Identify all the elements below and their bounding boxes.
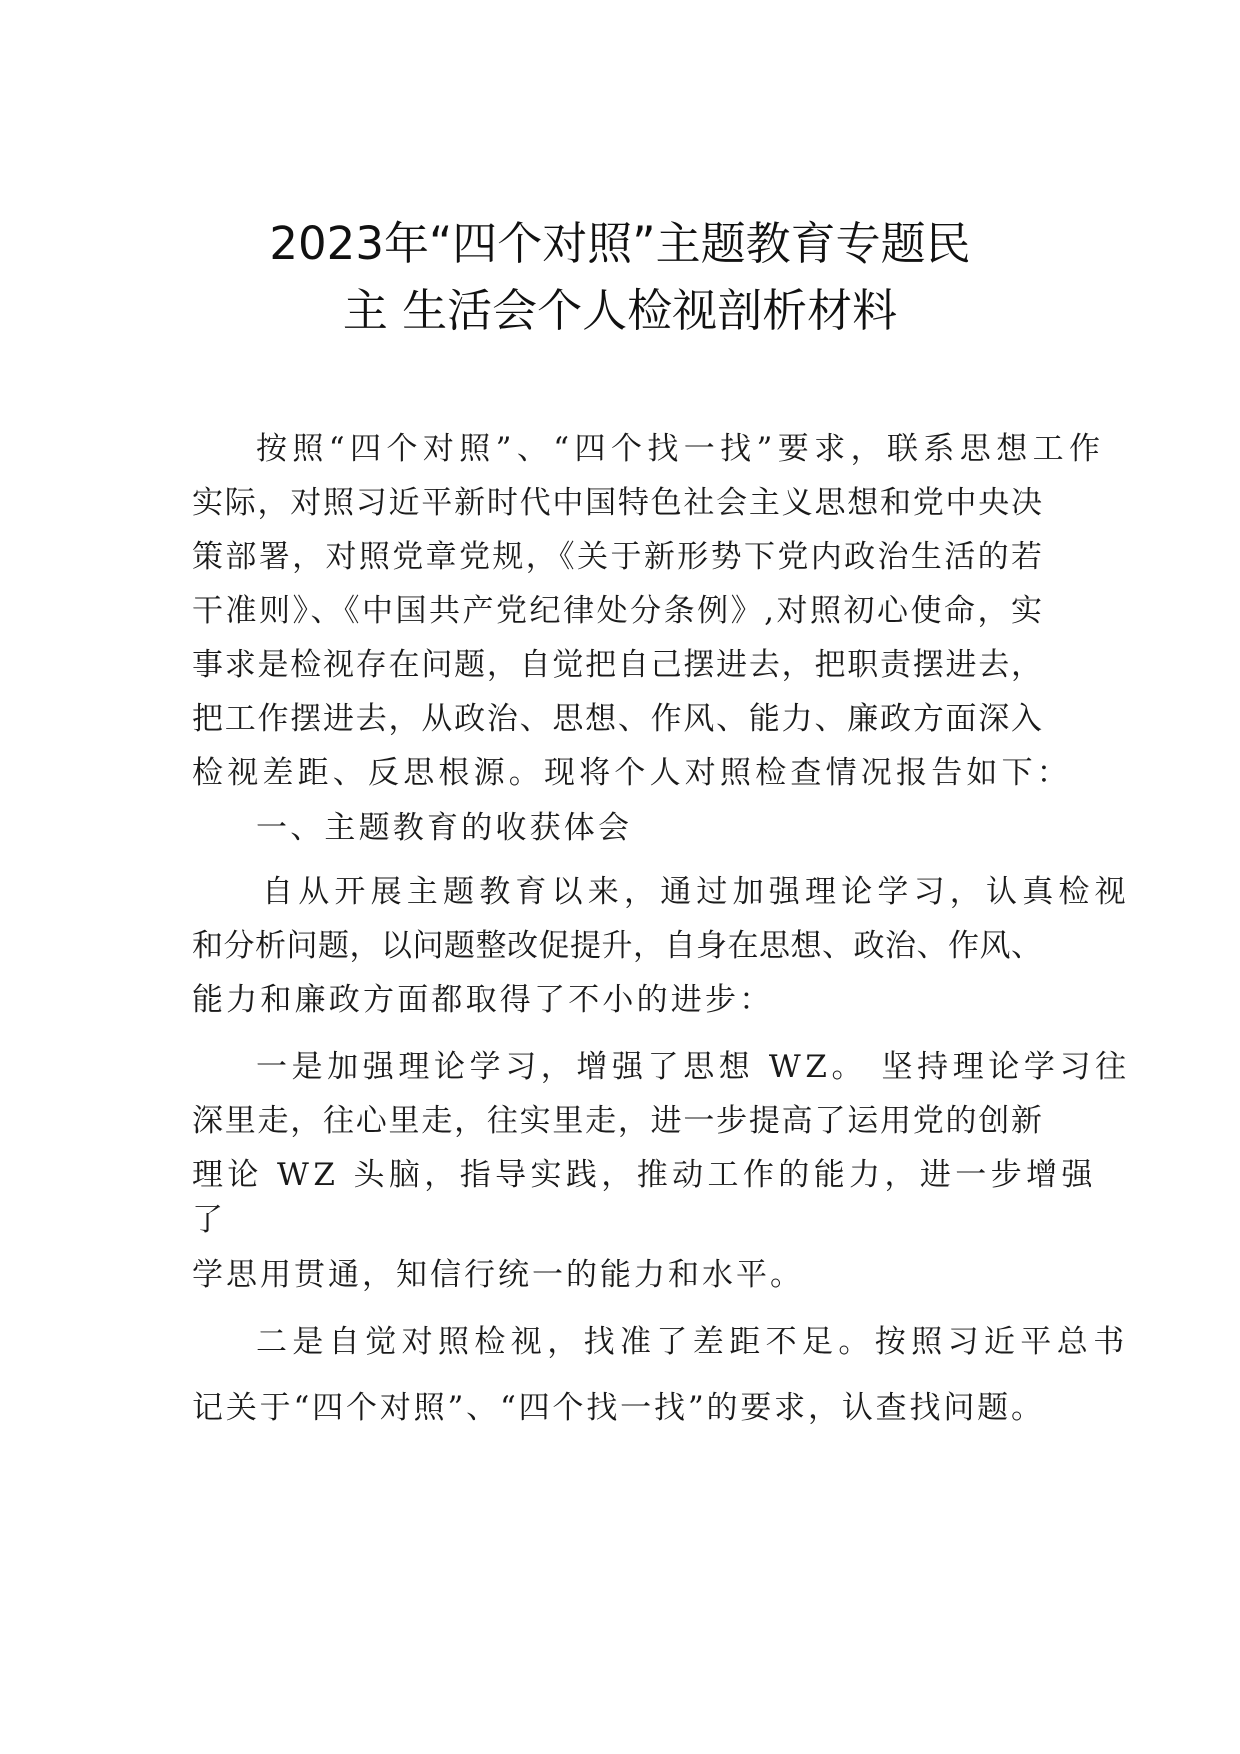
body-line: 检视差距、反思根源。现将个人对照检查情况报告如下： [192,755,1072,791]
body-line: 自从开展主题教育以来，通过加强理论学习，认真检视 [262,874,1131,910]
body-line: 二是自觉对照检视，找准了差距不足。按照习近平总书 [256,1324,1130,1360]
body-line: 学思用贯通，知信行统一的能力和水平。 [192,1257,804,1293]
body-line: 理论 WZ 头脑，指导实践，推动工作的能力，进一步增强 [192,1157,1097,1193]
section-heading: 一、主题教育的收获体会 [256,810,633,846]
body-line: 和分析问题，以问题整改促提升，自身在思想、政治、作风、 [192,928,1042,964]
body-line: 策部署，对照党章党规，《关于新形势下党内政治生活的若 [192,539,1042,575]
document-title-line-1: 2023年“四个对照”主题教育专题民 [269,217,971,270]
body-line: 干准则》、《中国共产党纪律处分条例》,对照初心使命，实 [192,593,1042,629]
body-line: 深里走，往心里走，往实里走，进一步提高了运用党的创新 [192,1103,1042,1139]
body-line: 按照“四个对照”、“四个找一找”要求，联系思想工作 [256,431,1106,467]
body-line: 把工作摆进去，从政治、思想、作风、能力、廉政方面深入 [192,701,1042,737]
body-line: 实际，对照习近平新时代中国特色社会主义思想和党中央决 [192,485,1042,521]
body-line: 能力和廉政方面都取得了不小的进步： [192,982,774,1018]
body-line: 了 [192,1202,228,1238]
body-line: 一是加强理论学习，增强了思想 WZ。 坚持理论学习往 [256,1049,1131,1085]
body-line: 记关于“四个对照”、“四个找一找”的要求，认查找问题。 [192,1390,1042,1426]
body-line: 事求是检视存在问题，自觉把自己摆进去，把职责摆进去， [192,647,1042,683]
document-title-line-2: 主 生活会个人检视剖析材料 [342,284,898,337]
